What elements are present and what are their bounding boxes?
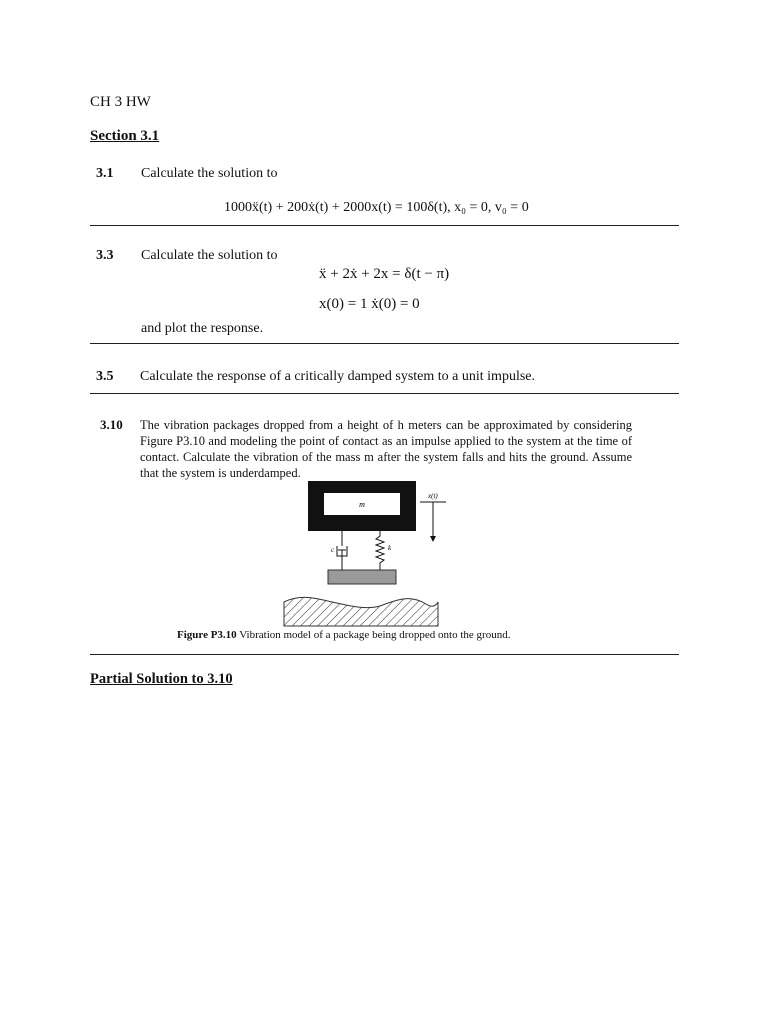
spring-label: k	[388, 544, 392, 552]
problem-number-3-5: 3.5	[96, 369, 114, 384]
divider	[90, 343, 679, 344]
arrow-down-icon	[430, 536, 436, 542]
damper-label: c	[331, 546, 335, 554]
equation-3-1: 1000ẍ(t) + 200ẋ(t) + 2000x(t) = 100δ(t), x₀ = 0, v₀ = 0	[224, 200, 529, 215]
document-title: CH 3 HW	[90, 94, 151, 110]
divider	[90, 393, 679, 394]
problem-prompt-3-3: Calculate the solution to	[141, 248, 278, 263]
figure-caption-text: Vibration model of a package being dropped onto the ground.	[239, 629, 511, 641]
figure-p3-10	[270, 478, 470, 628]
ground-hatch	[284, 597, 438, 626]
spring-icon	[376, 531, 384, 570]
section-heading: Section 3.1	[90, 128, 160, 144]
base-plate	[328, 570, 396, 584]
partial-solution-heading: Partial Solution to 3.10	[90, 671, 233, 687]
divider	[90, 654, 679, 655]
problem-number-3-1: 3.1	[96, 166, 114, 181]
figure-caption	[177, 629, 510, 641]
displacement-label: x(t)	[428, 492, 438, 500]
problem-prompt-3-5: Calculate the response of a critically damped system to a unit impulse.	[140, 369, 536, 384]
equation-3-3-line-2: x(0) = 1 ẋ(0) = 0	[319, 296, 420, 312]
mass-label: m	[359, 500, 365, 509]
divider	[90, 225, 679, 226]
problem-text-3-10: The vibration packages dropped from a height of h meters can be approximated by considering Figure P3.10 and modeling the point of contact as an impulse applied to the system at the time of contact. Calculate the vibration of the mass m after the system falls and hits the ground. Assume that the system is underdamped.	[140, 418, 632, 480]
problem-prompt-3-1: Calculate the solution to	[141, 166, 278, 181]
equation-3-3-line-1: ẍ + 2ẋ + 2x = δ(t − π)	[319, 266, 450, 282]
problem-number-3-10: 3.10	[100, 417, 123, 432]
problem-number-3-3: 3.3	[96, 248, 114, 263]
figure-caption-label: Figure P3.10	[177, 629, 237, 641]
problem-follow-up-3-3: and plot the response.	[141, 321, 264, 336]
